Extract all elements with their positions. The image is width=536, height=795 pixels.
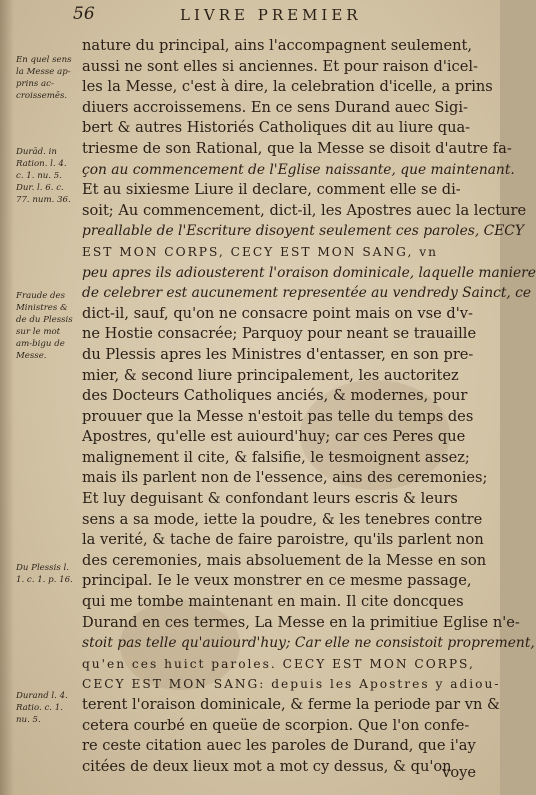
text-line: les la Messe, c'est à dire, la celebration d'icelle, a prins [82, 78, 493, 96]
text-line: la verité, & tache de faire paroistre, qu'ils parlent non [82, 531, 484, 549]
text-line: soit; Au commencement, dict-il, les Apostres auec la lecture [82, 201, 527, 219]
text-line: Apostres, qu'elle est auiourd'huy; car ces Peres que [82, 428, 466, 446]
text-line: re ceste citation auec les paroles de Durand, que i'ay [82, 737, 476, 755]
text-line: de celebrer est aucunement representée au vendredy Sainct, ce [82, 285, 532, 302]
text-line: aussi ne sont elles si anciennes. Et pour raison d'icel- [82, 57, 478, 75]
text-line: sens a sa mode, iette la poudre, & les tenebres contre [82, 510, 483, 528]
text-line: prouuer que la Messe n'estoit pas telle du temps des [82, 407, 474, 425]
text-line: EST MON CORPS, CECY EST MON SANG, vn [82, 244, 438, 259]
margin-note: En quel sens la Messe ap-prins ac-croissemēs. [16, 55, 72, 101]
text-line: Durand en ces termes, La Messe en la primitiue Eglise n'e- [82, 613, 520, 631]
text-line: Et au sixiesme Liure il declare, comment elle se di- [82, 181, 461, 199]
text-line: principal. Ie le veux monstrer en ce mesme passage, [82, 572, 472, 590]
text-line: diuers accroissemens. En ce sens Durand auec Sigi- [82, 98, 468, 116]
text-line: qui me tombe maintenant en main. Il cite doncques [82, 593, 464, 611]
margin-note: Durād. in Ration. l. 4. c. 1. nu. 5. Dur. l. 6. c. 77. num. 36. [16, 147, 71, 205]
text-line: malignement il cite, & falsifie, le tesmoignent assez; [82, 448, 470, 466]
binding-shadow [0, 0, 14, 795]
text-line: cetera courbé en queüe de scorpion. Que l'on confe- [82, 716, 470, 734]
text-line: Et luy deguisant & confondant leurs escris & leurs [82, 490, 458, 508]
text-line: bert & autres Historiés Catholiques dit au liure qua- [82, 119, 471, 137]
body-text [82, 36, 536, 777]
catchword: voye [442, 764, 476, 781]
margin-note: Fraude des Ministres & de du Plessis sur le mot am-bigu de Messe. [16, 291, 73, 361]
running-title: LIVRE PREMIER [180, 6, 362, 24]
text-line: qu'en ces huict paroles. CECY EST MON CORPS, [82, 656, 475, 671]
text-line: du Plessis apres les Ministres d'entasser, en son pre- [82, 345, 474, 363]
text-line: des Docteurs Catholiques anciés, & modernes, pour [82, 387, 468, 405]
text-line: dict-il, sauf, qu'on ne consacre point mais on vse d'v- [82, 304, 473, 322]
text-line: citées de deux lieux mot a mot cy dessus, & qu'on [82, 757, 452, 775]
text-line: çon au commencement de l'Eglise naissante, que maintenant. [82, 161, 515, 178]
margin-note: Du Plessis l. 1. c. 1. p. 16. [16, 563, 73, 585]
text-line: ne Hostie consacrée; Parquoy pour neant se trauaille [82, 325, 477, 343]
text-line: terent l'oraison dominicale, & ferme la periode par vn & [82, 696, 501, 713]
margin-note: Durand l. 4. Ratio. c. 1. nu. 5. [16, 691, 68, 725]
text-line: peu apres ils adiousterent l'oraison dominicale, laquelle maniere [82, 264, 536, 281]
text-line: nature du principal, ains l'accompagnent seulement, [82, 37, 472, 54]
text-line: mais ils parlent non de l'essence, ains des ceremonies; [82, 469, 488, 487]
text-line: preallable de l'Escriture disoyent seulement ces paroles, CECY [82, 223, 524, 240]
text-line: stoit pas telle qu'auiourd'huy; Car elle ne consistoit proprement, [82, 635, 535, 652]
page-header [0, 4, 500, 26]
text-line: CECY EST MON SANG: depuis les Apostres y adiou- [82, 677, 501, 692]
text-line: triesme de son Rational, que la Messe se disoit d'autre fa- [82, 139, 512, 157]
text-line: des ceremonies, mais absoluement de la Messe en son [82, 551, 487, 569]
page-number: 56 [73, 4, 95, 24]
text-line: mier, & second liure principalement, les auctoritez [82, 366, 459, 384]
